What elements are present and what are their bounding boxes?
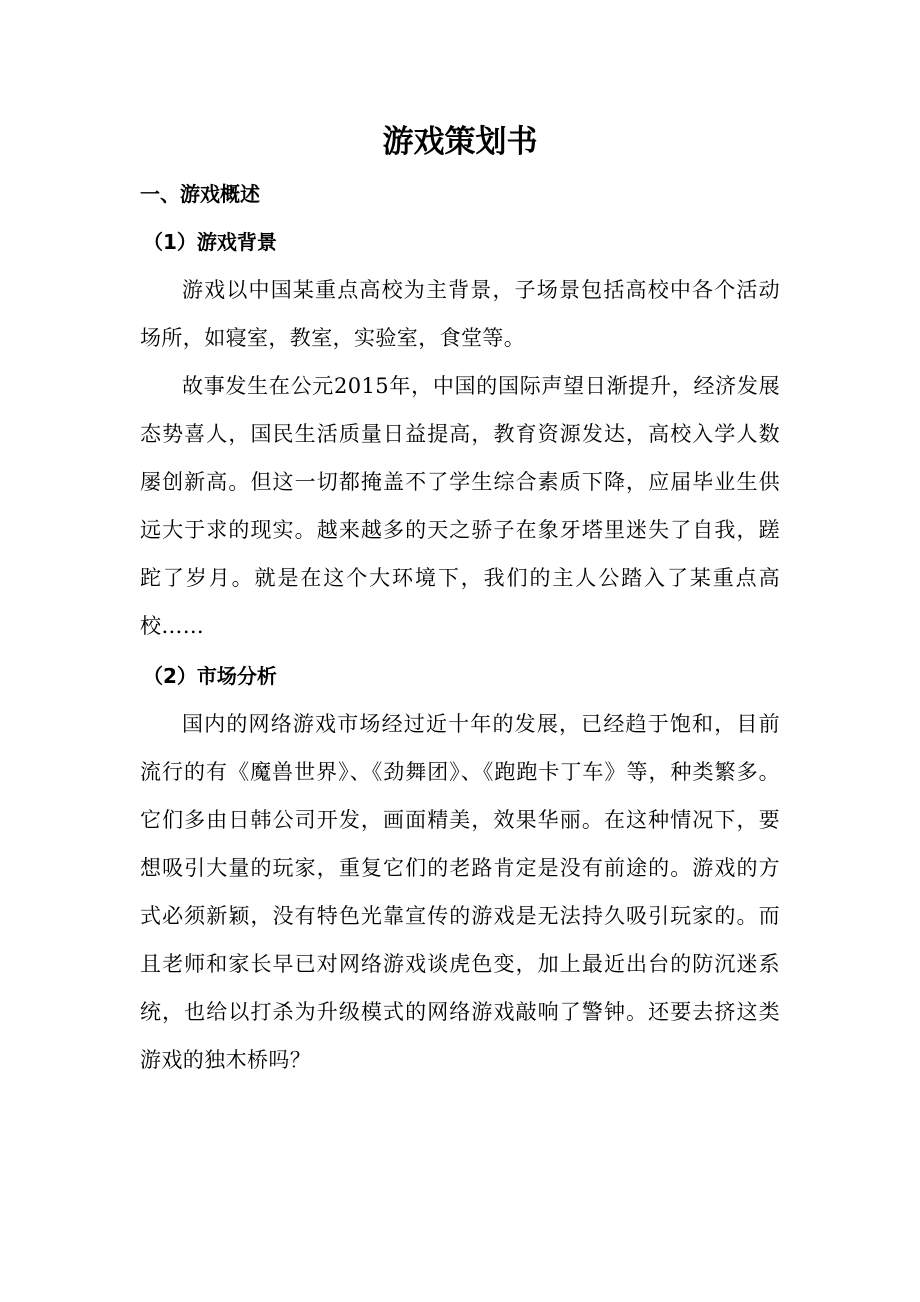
market-analysis-paragraph: 国内的网络游戏市场经过近十年的发展，已经趋于饱和，目前流行的有《魔兽世界》、《劲舞团》、《跑跑卡丁车》等，种类繁多。它们多由日韩公司开发，画面精美，效果华丽。在这种情况下，要想吸引大量的玩家，重复它们的老路肯定是没有前途的。游戏的方式必须新颖，没有特色光靠宣传的游戏是无法持久吸引玩家的。而且老师和家长早已对网络游戏谈虎色变，加上最近出台的防沉迷系统，也给以打杀为升级模式的网络游戏敲响了警钟。还要去挤这类游戏的独木桥吗？ [140,712,780,1072]
subsection-heading-market-analysis: （2）市场分析 [143,664,277,688]
background-paragraph-1: 游戏以中国某重点高校为主背景，子场景包括高校中各个活动场所，如寝室，教室，实验室，食堂等。 [140,278,780,350]
background-paragraph-2: 故事发生在公元2015年，中国的国际声望日渐提升，经济发展态势喜人，国民生活质量日益提高，教育资源发达，高校入学人数屡创新高。但这一切都掩盖不了学生综合素质下降，应届毕业生供远大于求的现实。越来越多的天之骄子在象牙塔里迷失了自我，蹉跎了岁月。就是在这个大环境下，我们的主人公踏入了某重点高校…… [140,374,780,638]
section-heading-overview: 一、游戏概述 [140,182,260,206]
document-title: 游戏策划书 [382,124,538,160]
subsection-heading-background: （1）游戏背景 [143,230,277,254]
